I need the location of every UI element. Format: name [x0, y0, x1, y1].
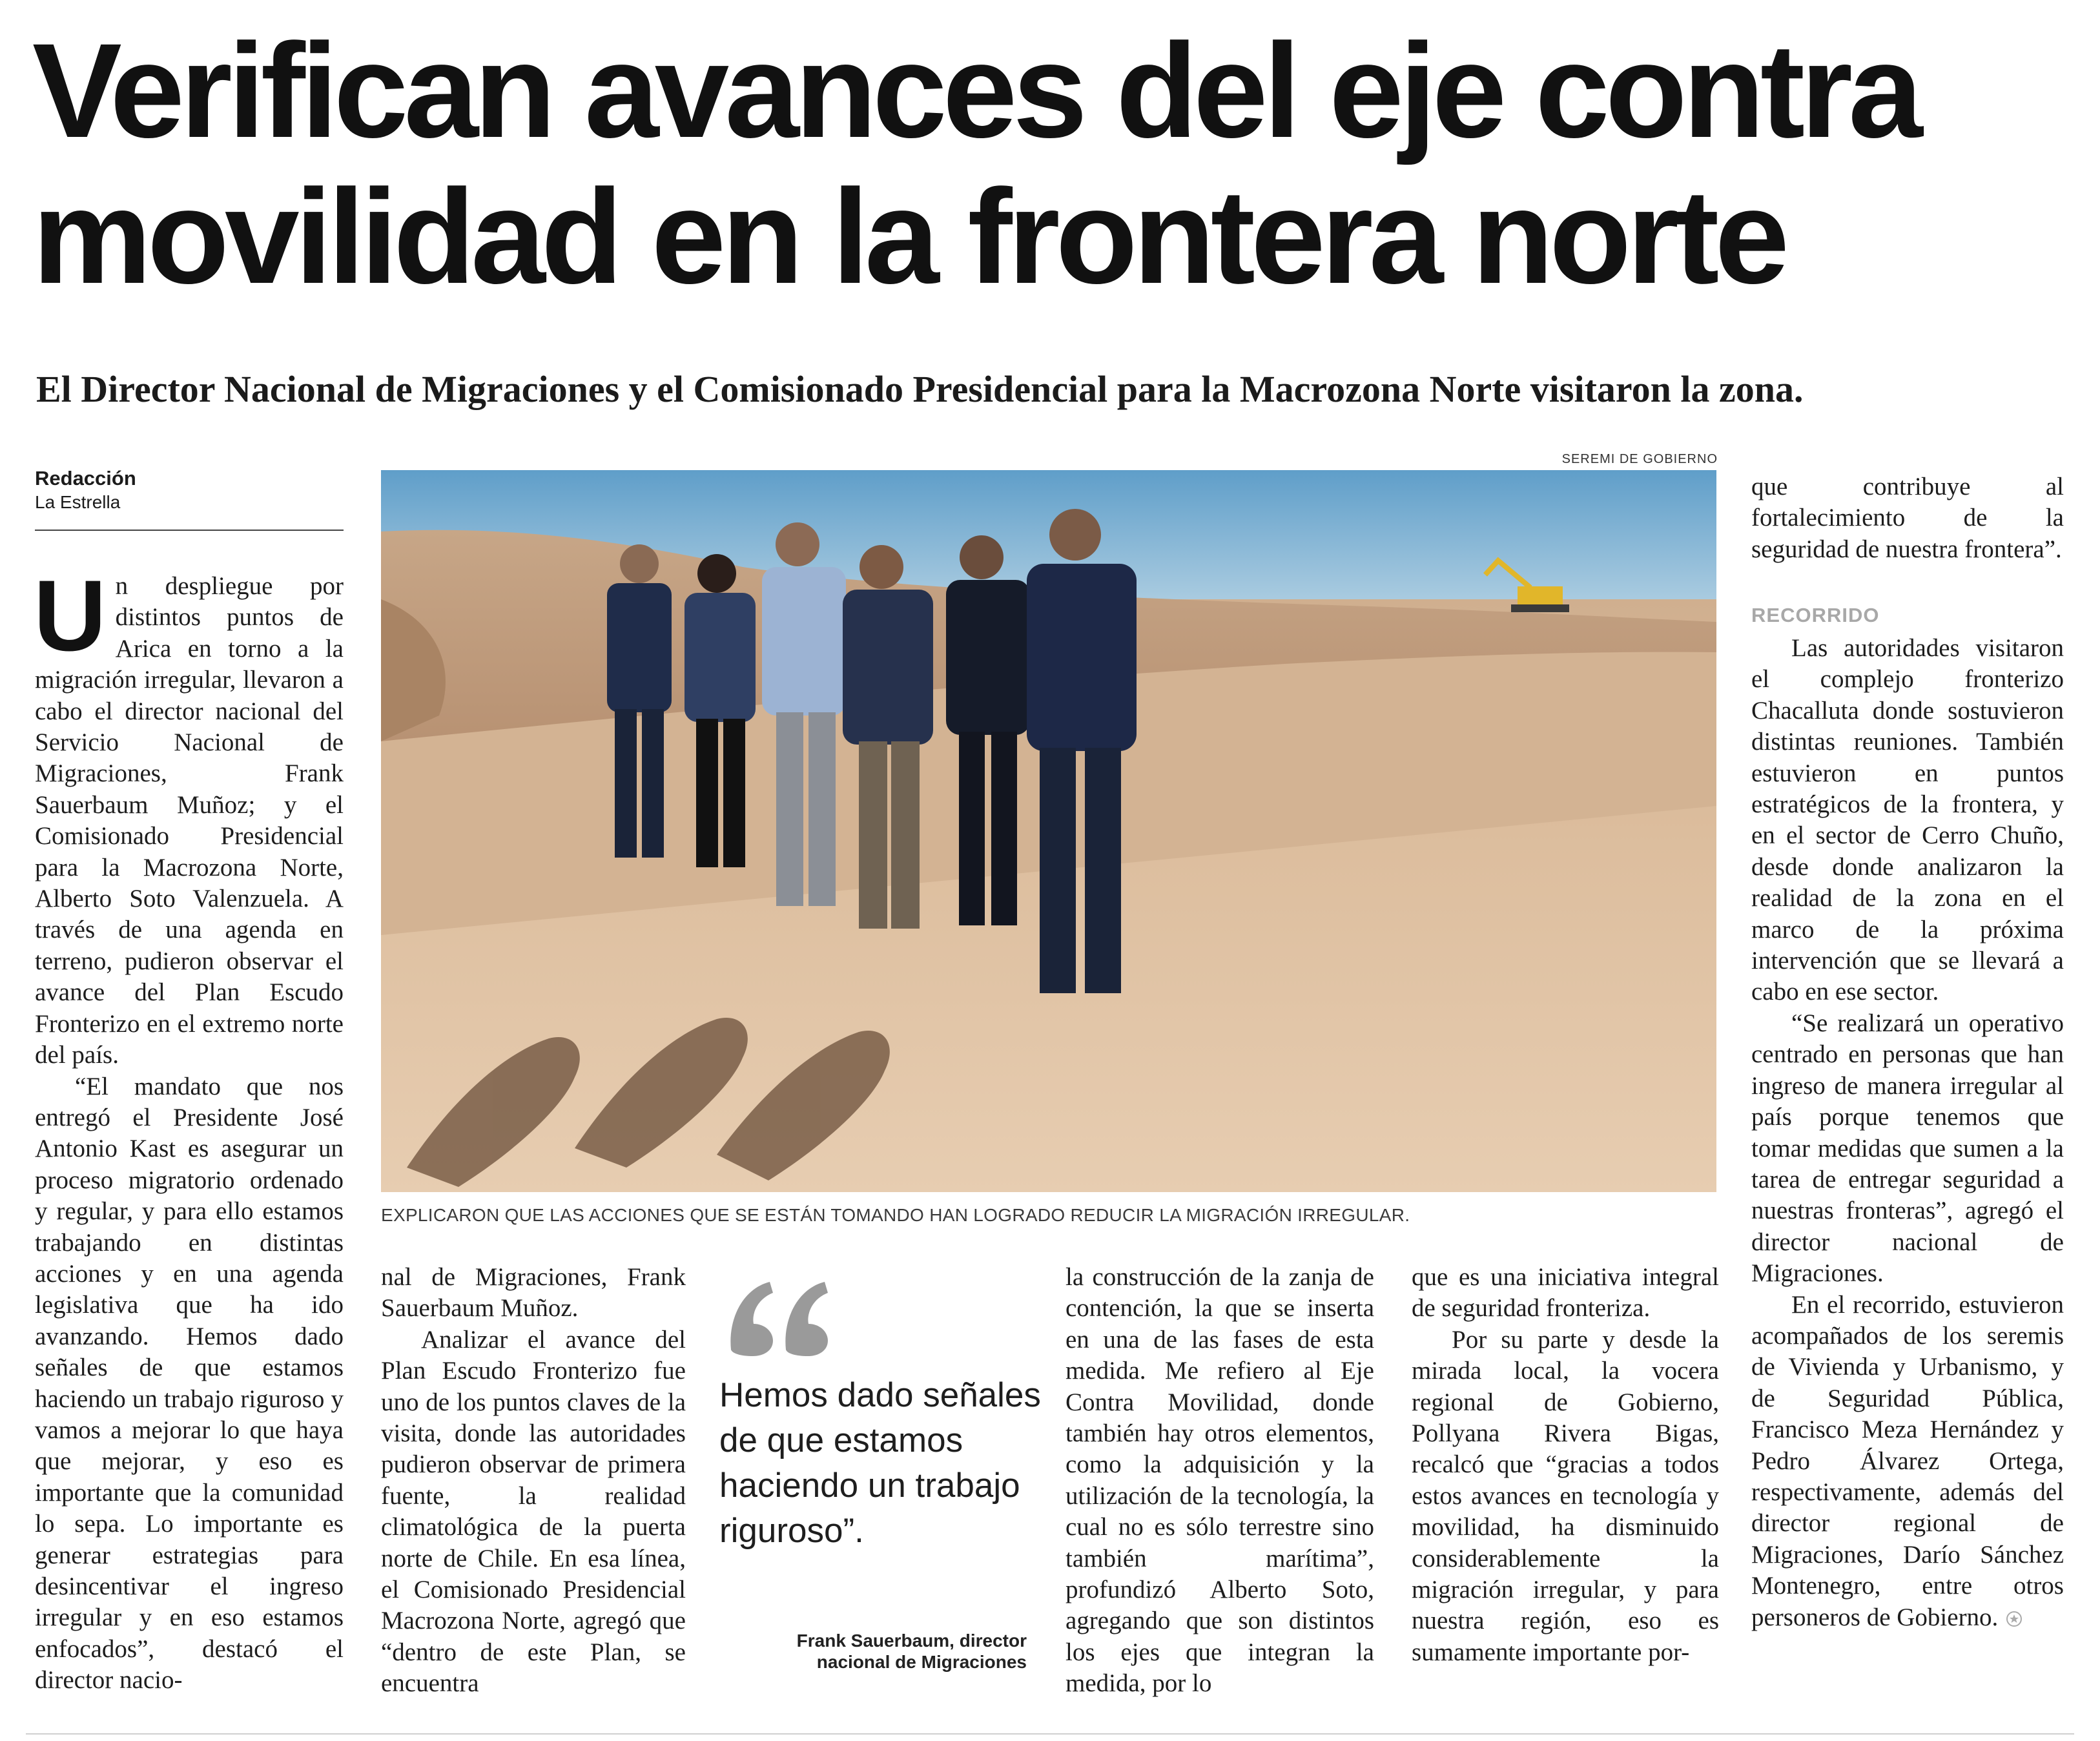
paragraph: que es una iniciativa integral de seguridad fronteriza. [1412, 1263, 1719, 1323]
headline-line-2: movilidad en la frontera norte [32, 162, 1786, 312]
body-column-3 [1065, 1262, 1374, 1700]
attribution-line: nacional de Migraciones [816, 1652, 1027, 1672]
paragraph: “Se realizará un operativo centrado en personas que han ingreso de manera irregular al país porque tenemos que tomar medidas que sumen a la tarea de entregar seguridad a nuestras fronteras”, agregó el director nacional de Migraciones. [1751, 1009, 2064, 1288]
paragraph: Por su parte y desde la mirada local, la vocera regional de Gobierno, Pollyana Rivera Bigas, recalcó que “gracias a todos estos avances en tecnología y movilidad, ha disminuido considerablemente la migración irregular, y para nuestra región, eso es sumamente importante por- [1412, 1325, 1719, 1666]
desert-border-scene-image [381, 470, 1716, 1192]
attribution-line: Frank Sauerbaum, director [796, 1631, 1027, 1651]
paragraph: “El mandato que nos entregó el Presidente José Antonio Kast es asegurar un proceso migratorio ordenado y regular, y para ello estamos trabajando en distintas acciones y en una agenda legislativa que ha ido avanzando. Hemos dado señales de que estamos haciendo un trabajo riguroso y vamos a mejorar lo que haya que mejorar, y eso es importante que la comunidad lo sepa. Lo importante es generar estrategias para desincentivar el ingreso irregular y en eso estamos enfocados”, destacó el director nacio- [35, 1072, 344, 1695]
byline-author: Redacción [35, 467, 136, 489]
photo-credit: SEREMI DE GOBIERNO [1561, 452, 1718, 466]
pull-quote-attribution [717, 1630, 1027, 1673]
headline-line-1: Verifican avances del eje contra [32, 16, 1919, 166]
body-column-5-continued [1751, 633, 2064, 1633]
page-bottom-rule [26, 1733, 2074, 1735]
body-column-1 [34, 560, 344, 1696]
paragraph: Las autoridades visitaron el complejo fronterizo Chacalluta donde sostuvieron distintas reuniones. También estuvieron en puntos estratégicos de la frontera, y en el sector de Cerro Chuño, desde donde analizaron la realidad de la zona en el marco de la próxima intervención que se llevará a cabo en ese sector. [1751, 634, 2064, 1006]
body-column-4 [1412, 1262, 1719, 1668]
paragraph: nal de Migraciones, Frank Sauerbaum Muñoz. [381, 1263, 686, 1323]
paragraph: Analizar el avance del Plan Escudo Fronterizo fue uno de los puntos claves de la visita, donde las autoridades pudieron observar de primera fuente, la realidad climatológica de la puerta norte de Chile. En esa línea, el Comisionado Presidencial Macrozona Norte, agregó que “dentro de este Plan, se encuentra [381, 1325, 686, 1698]
paragraph-text: En el recorrido, estuvieron acompañados de los seremis de Vivienda y Urbanismo, y de Seguridad Pública, Francisco Meza Hernández y Pedro Álvarez Ortega, respectivamente, además del director regional de Migraciones, Darío Sánchez Montenegro, entre otros personeros de Gobierno. [1751, 1290, 2064, 1631]
pull-quote: Hemos dado señales de que estamos haciendo un trabajo riguroso”. [719, 1376, 1041, 1550]
paragraph-text: n despliegue por distintos puntos de Arica en torno a la migración irregular, llevaron a cabo el director nacional del Servicio Nacional de Migraciones, Frank Sauerbaum Muñoz; y el Comisionado Presidencial para la Macrozona Norte, Alberto Soto Valenzuela. A través de una agenda en terreno, pudieron observar el avance del Plan Escudo Fronterizo en el extremo norte del país. [35, 572, 344, 1069]
body-column-2 [381, 1262, 686, 1700]
byline-publication: La Estrella [35, 492, 121, 512]
body-column-5 [1751, 471, 2064, 565]
end-of-article-star-icon [2006, 1611, 2023, 1627]
byline-divider [35, 530, 344, 531]
paragraph: la construcción de la zanja de contención, la que se inserta en una de las fases de esta medida. Me refiero al Eje Contra Movilidad, donde también hay otros elementos, como la adquisición y la utilización de la tecnología, la cual no es sólo terrestre sino también marítima”, profundizó Alberto Soto, agregando que son distintos los ejes que integran la medida, por lo [1065, 1263, 1374, 1698]
section-heading: RECORRIDO [1751, 604, 1880, 626]
drop-cap: U [34, 560, 107, 672]
paragraph [1751, 1290, 2064, 1633]
paragraph: que contribuye al fortalecimiento de la seguridad de nuestra frontera”. [1751, 473, 2064, 563]
byline [35, 466, 345, 514]
subheadline: El Director Nacional de Migraciones y el Comisionado Presidencial para la Macrozona Norte visitaron la zona. [36, 368, 1804, 410]
headline [32, 18, 2066, 310]
news-photo [381, 470, 1716, 1192]
photo-caption: EXPLICARON QUE LAS ACCIONES QUE SE ESTÁN TOMANDO HAN LOGRADO REDUCIR LA MIGRACIÓN IRREGULAR. [381, 1205, 1410, 1225]
quotation-mark-icon [725, 1279, 834, 1356]
paragraph [34, 560, 344, 1071]
